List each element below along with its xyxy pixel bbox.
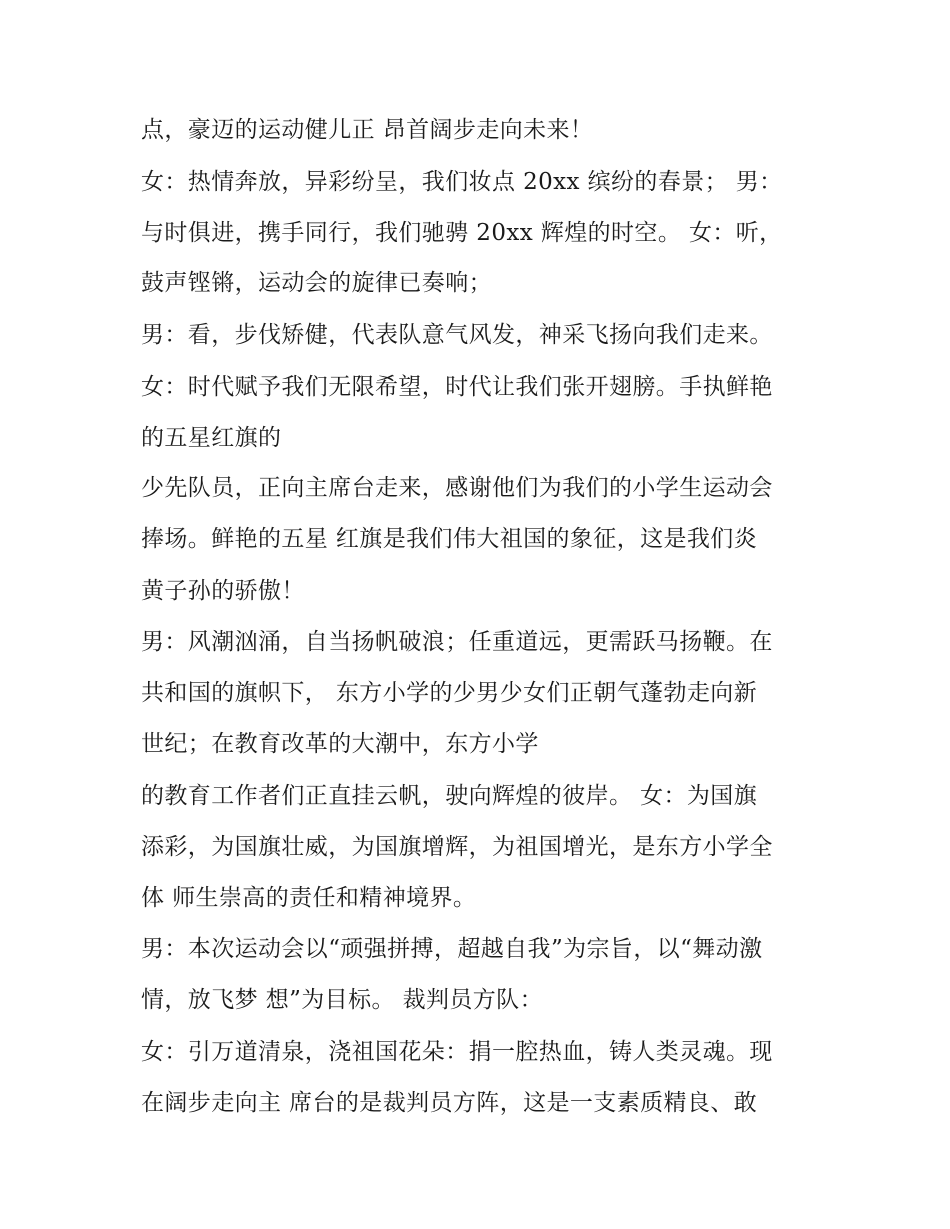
text-line: 共和国的旗帜下， 东方小学的少男少女们正朝气蓬勃走向新 [141,680,758,706]
text-line: 世纪；在教育改革的大潮中，东方小学 [141,731,539,757]
text-line: 女：热情奔放，异彩纷呈，我们妆点 20xx 缤纷的春景； 男： [141,169,783,195]
text-line: 体 师生崇高的责任和精神境界。 [141,885,477,911]
text-line: 在阔步走向主 席台的是裁判员方阵，这是一支素质精良、敢 [141,1090,758,1116]
text-line: 的五星红旗的 [141,425,282,451]
text-line: 捧场。鲜艳的五星 红旗是我们伟大祖国的象征，这是我们炎 [141,526,758,552]
text-line: 黄子孙的骄傲！ [141,578,305,604]
text-line: 男：风潮汹涌，自当扬帆破浪；任重道远，更需跃马扬鞭。在 [141,629,773,655]
text-line: 与时俱进，携手同行，我们驰骋 20xx 辉煌的时空。 女：听， [141,220,783,246]
text-line: 男：看，步伐矫健，代表队意气风发，神采飞扬向我们走来。 [141,322,773,348]
text-line: 情，放飞梦 想”为目标。 裁判员方队： [141,987,543,1013]
text-line: 男：本次运动会以“顽强拼搏，超越自我”为宗旨，以“舞动激 [141,936,763,962]
text-line: 女：引万道清泉，浇祖国花朵：捐一腔热血，铸人类灵魂。现 [141,1039,773,1065]
text-line: 点，豪迈的运动健儿正 昂首阔步走向未来！ [141,117,594,143]
text-line: 添彩，为国旗壮威，为国旗增辉，为祖国增光，是东方小学全 [141,834,773,860]
text-line: 少先队员，正向主席台走来，感谢他们为我们的小学生运动会 [141,475,773,501]
text-line: 鼓声铿锵，运动会的旋律已奏响； [141,270,492,296]
text-line: 女：时代赋予我们无限希望，时代让我们张开翅膀。手执鲜艳 [141,374,773,400]
text-line: 的教育工作者们正直挂云帆，驶向辉煌的彼岸。 女：为国旗 [141,783,758,809]
